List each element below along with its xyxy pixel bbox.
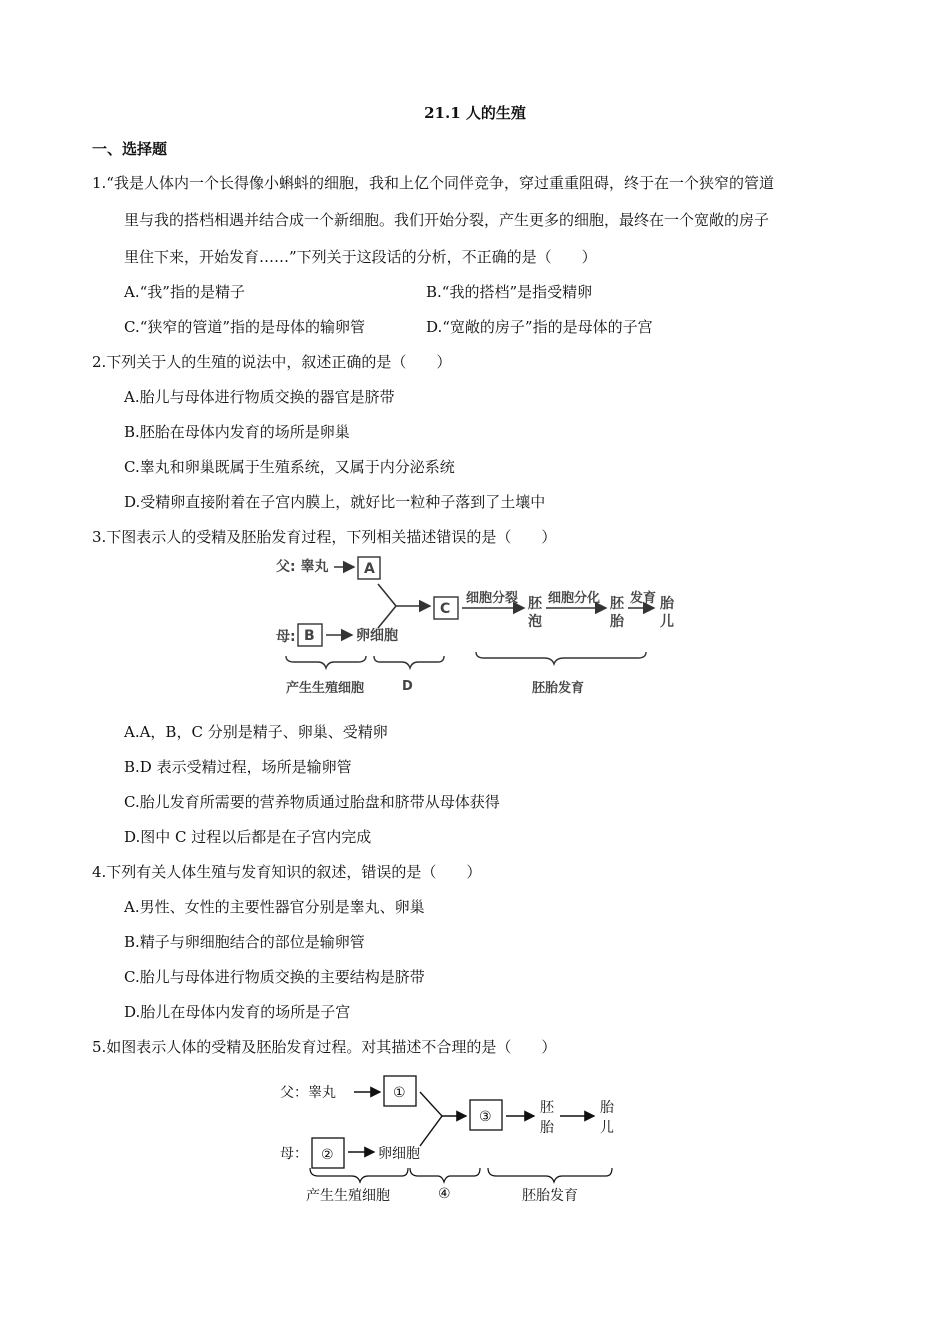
- fig1-box-c-label: C: [440, 601, 451, 617]
- q2-option-b: B.胚胎在母体内发育的场所是卵巢: [124, 423, 350, 441]
- q2-option-a: A.胎儿与母体进行物质交换的器官是脐带: [124, 388, 395, 406]
- page-title: 21.1 人的生殖: [424, 104, 526, 122]
- q1-option-c: C.“狭窄的管道”指的是母体的输卵管: [124, 318, 366, 336]
- q3-option-a: A.A，B，C 分别是精子、卵巢、受精卵: [124, 723, 388, 741]
- fig2-brace-gametes: [310, 1168, 408, 1182]
- fig1-step-development: 发育: [630, 591, 657, 606]
- fig1-step-differentiation: 细胞分化: [548, 591, 601, 606]
- fig1-brace-development: [476, 652, 646, 664]
- fig2-egg-label: 卵细胞: [378, 1146, 420, 1162]
- fig1-step-division: 细胞分裂: [466, 591, 519, 606]
- fig2-embryo-char1: 胚: [540, 1100, 554, 1116]
- q4-option-a: A.男性、女性的主要性器官分别是睾丸、卵巢: [124, 898, 425, 916]
- fig2-brace-development-label: 胚胎发育: [522, 1188, 578, 1204]
- q4-option-b: B.精子与卵细胞结合的部位是输卵管: [124, 933, 365, 951]
- q4-option-d: D.胎儿在母体内发育的场所是子宫: [124, 1003, 351, 1021]
- fig1-brace-development-label: 胚胎发育: [532, 681, 585, 696]
- fig2-mother-label: 母：: [280, 1146, 308, 1162]
- q1-option-b: B.“我的搭档”是指受精卵: [426, 283, 593, 301]
- fig2-brace-gametes-label: 产生生殖细胞: [306, 1188, 390, 1204]
- q3-option-d: D.图中 C 过程以后都是在子宫内完成: [124, 828, 372, 846]
- fig2-box-3-label: ③: [479, 1109, 492, 1125]
- fig2-box-2-label: ②: [321, 1147, 334, 1163]
- fig1-father-label: 父: 睾丸: [276, 559, 329, 575]
- fig1-embryo-char1: 胚: [528, 596, 542, 612]
- q1-stem-line3: 里住下来，开始发育……”下列关于这段话的分析，不正确的是（ ）: [124, 248, 597, 266]
- fig2-merge-lines: [420, 1092, 442, 1146]
- q2-option-d: D.受精卵直接附着在子宫内膜上，就好比一粒种子落到了土壤中: [124, 493, 546, 511]
- fig2-brace-4: [410, 1168, 480, 1182]
- q1-stem-line2: 里与我的搭档相遇并结合成一个新细胞。我们开始分裂，产生更多的细胞，最终在一个宽敞的房子: [124, 211, 770, 229]
- q1-option-a: A.“我”指的是精子: [124, 283, 245, 301]
- fig2-baby-char2: 儿: [600, 1120, 614, 1136]
- fig1-merge-lines: [378, 584, 396, 628]
- fig1-brace-d: [374, 656, 444, 668]
- fertilization-diagram-1: [270, 552, 690, 702]
- q2-option-c: C.睾丸和卵巢既属于生殖系统，又属于内分泌系统: [124, 458, 455, 476]
- q2-stem: 2.下列关于人的生殖的说法中，叙述正确的是（ ）: [92, 353, 452, 371]
- fig2-brace-4-label: ④: [438, 1186, 451, 1202]
- q4-stem: 4.下列有关人体生殖与发育知识的叙述，错误的是（ ）: [92, 863, 482, 881]
- fig2-brace-development: [488, 1168, 612, 1182]
- fig1-box-a-label: A: [364, 561, 375, 577]
- fig1-box-b-label: B: [304, 628, 315, 644]
- q3-stem: 3.下图表示人的受精及胚胎发育过程，下列相关描述错误的是（ ）: [92, 528, 557, 546]
- fig1-brace-d-label: D: [402, 679, 413, 694]
- fig1-baby-char1: 胎: [660, 596, 674, 612]
- q5-stem: 5.如图表示人体的受精及胚胎发育过程。对其描述不合理的是（ ）: [92, 1038, 557, 1056]
- fig1-mother-label: 母:: [276, 629, 296, 645]
- section-heading: 一、选择题: [92, 140, 168, 158]
- fig2-box-1-label: ①: [393, 1085, 406, 1101]
- q1-stem-line1: 1.“我是人体内一个长得像小蝌蚪的细胞，我和上亿个同伴竞争，穿过重重阻碍，终于在一个狭窄的管道: [92, 174, 774, 192]
- q4-option-c: C.胎儿与母体进行物质交换的主要结构是脐带: [124, 968, 425, 986]
- fig1-brace-gametes-label: 产生生殖细胞: [286, 681, 365, 696]
- fig2-embryo-char2: 胎: [540, 1120, 554, 1136]
- fig1-brace-gametes: [286, 656, 366, 668]
- fig2-baby-char1: 胎: [600, 1100, 614, 1116]
- fig1-embryo-char2: 泡: [528, 614, 542, 630]
- fig1-baby-char2: 儿: [660, 614, 674, 630]
- q3-option-b: B.D 表示受精过程，场所是输卵管: [124, 758, 352, 776]
- q3-option-c: C.胎儿发育所需要的营养物质通过胎盘和脐带从母体获得: [124, 793, 500, 811]
- fig2-father-label: 父：睾丸: [280, 1085, 336, 1101]
- fig1-egg-label: 卵细胞: [356, 628, 398, 644]
- fig1-fetus-char2: 胎: [610, 614, 624, 630]
- fig1-fetus-char1: 胚: [610, 596, 624, 612]
- fertilization-diagram-2: [270, 1068, 630, 1210]
- q1-option-d: D.“宽敞的房子”指的是母体的子宫: [426, 318, 653, 336]
